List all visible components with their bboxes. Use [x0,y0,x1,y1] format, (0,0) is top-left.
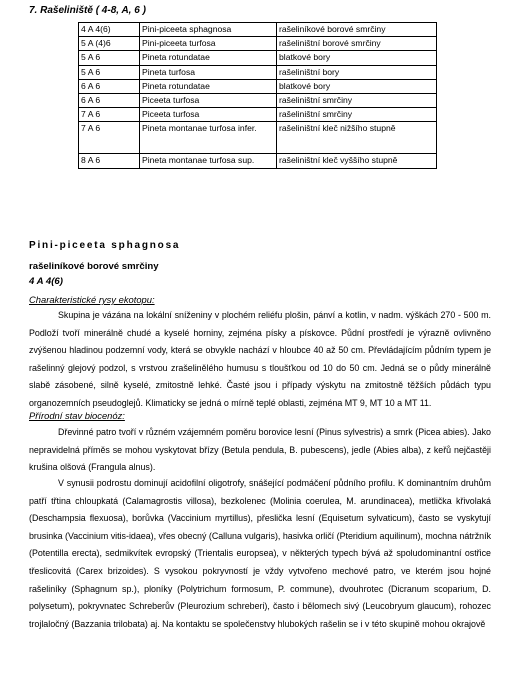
table-row [79,23,437,37]
table-row [79,79,437,93]
table-cell-latin: Pineta montanae turfosa sup. [140,154,277,168]
table-cell-czech: rašeliništní kleč nižšího stupně [277,122,437,154]
table-cell-czech: rašeliništní borové smrčiny [277,37,437,51]
table-cell-code: 8 A 6 [79,154,140,168]
table-row [79,154,437,168]
table-cell-czech: rašeliništní smrčiny [277,94,437,108]
table-row [79,122,437,154]
table-cell-latin: Pineta montanae turfosa infer. [140,122,277,154]
table-cell-czech: blatkové bory [277,79,437,93]
table-cell-latin: Pineta rotundatae [140,51,277,65]
table-cell-czech: rašeliništní bory [277,65,437,79]
table-cell-code: 5 A 6 [79,65,140,79]
table-row [79,94,437,108]
table-cell-latin: Pini-piceeta turfosa [140,37,277,51]
table-cell-czech: rašeliništní smrčiny [277,108,437,122]
table-cell-czech: rašeliništní kleč vyššího stupně [277,154,437,168]
ecosystem-table [78,22,437,169]
table-cell-latin: Pineta turfosa [140,65,277,79]
unit-subtitle: rašeliníkové borové smrčiny [29,261,159,272]
table-cell-code: 7 A 6 [79,122,140,154]
biocenosis-heading: Přírodní stav biocenóz: [29,410,125,421]
table-row [79,65,437,79]
table-cell-czech: rašeliníkové borové smrčiny [277,23,437,37]
table-cell-latin: Piceeta turfosa [140,108,277,122]
table-cell-latin: Pini-piceeta sphagnosa [140,23,277,37]
table-cell-latin: Pineta rotundatae [140,79,277,93]
characteristics-paragraph: Skupina je vázána na lokální sníženiny v plochém reliéfu plošin, pánví a kotlin, v nadm. výškách 270 - 500 m. Podloží tvoří minerálně chudé a kyselé horniny, zejména písky a pískovce. Půdní prostředí je výrazně ovlivněno zvýšenou hladinou podzemní vody, která se obvykle nachází v hloubce 40 až 50 cm. Převládajícím půdním typem je rašelinný glejový podzol, s vrstvou zrašelinělého humusu s tloušťkou od 10 do 50 cm. Jedná se o půdy minerálně slabě zásobené, silně kyselé, zmitostně lehké. Časté jsou i případy výskytu na zmitostně těžších půdách typu organozemních pseudoglejů. Klimaticky se jedná o mírně teplé oblasti, zejména MT 9, MT 10 a MT 11. [29,310,491,408]
table-cell-czech: blatkové bory [277,51,437,65]
table-cell-code: 4 A 4(6) [79,23,140,37]
section-heading: 7. Rašeliniště ( 4-8, A, 6 ) [29,5,146,16]
characteristics-heading: Charakteristické rysy ekotopu: [29,294,155,305]
table-row [79,108,437,122]
biocenosis-paragraph-2: V synusii podrostu dominují acidofilní oligotrofy, snášející podmáčení půdního profilu. K dominantním druhům patří třtina chloupkatá (Calamagrostis villosa), bezkolenec (Molinia coerulea, M. arundinacea), metlička křivolaká (Deschampsia flexuosa), borůvka (Vaccinium myrtillus), přeslička lesní (Equisetum sylvaticum), často se vyskytují brusinka (Vaccinium vitis-idaea), vřes obecný (Calluna vulgaris), hasivka orličí (Pteridium aquilinum), mochna nátržník (Potentilla erecta), sedmikvítek evropský (Trientalis europsea), v některých typech bývá až spoludominantní ostřice třeslicovitá (Carex brizoides). S vysokou pokryvností je vždy vytvořeno mechové patro, ve kterém jsou hojné rašeliníky (Sphagnum sp.), ploníky (Polytrichum formosum, P. commune), dvouhrotec (Dicranum scoparium, D. polysetum), pokryvnatec Schreberův (Pleurozium schreberi), často i bělomech sivý (Leucobryum glaucum), rohozec trojlaločný (Bazzania trilobata) aj. Na kontaktu se společenstvy hlubokých rašelin se i v této skupině mohou okrajově [29,478,491,629]
table-row [79,51,437,65]
unit-code: 4 A 4(6) [29,276,63,287]
table-cell-latin: Piceeta turfosa [140,94,277,108]
table-cell-code: 7 A 6 [79,108,140,122]
table-cell-code: 5 A 6 [79,51,140,65]
table-row [79,37,437,51]
biocenosis-paragraph-1: Dřevinné patro tvoří v různém vzájemném poměru borovice lesní (Pinus sylvestris) a smrk (Picea abies). Jako nepravidelná příměs se mohou vyskytovat břízy (Betula pendula, B. pubescens), jedle (Abies alba), z keřů nejčastěji krušina olšová (Frangula alnus). [29,427,491,473]
table-cell-code: 6 A 6 [79,79,140,93]
table-cell-code: 5 A (4)6 [79,37,140,51]
table-cell-code: 6 A 6 [79,94,140,108]
unit-title: Pini-piceeta sphagnosa [29,240,181,251]
